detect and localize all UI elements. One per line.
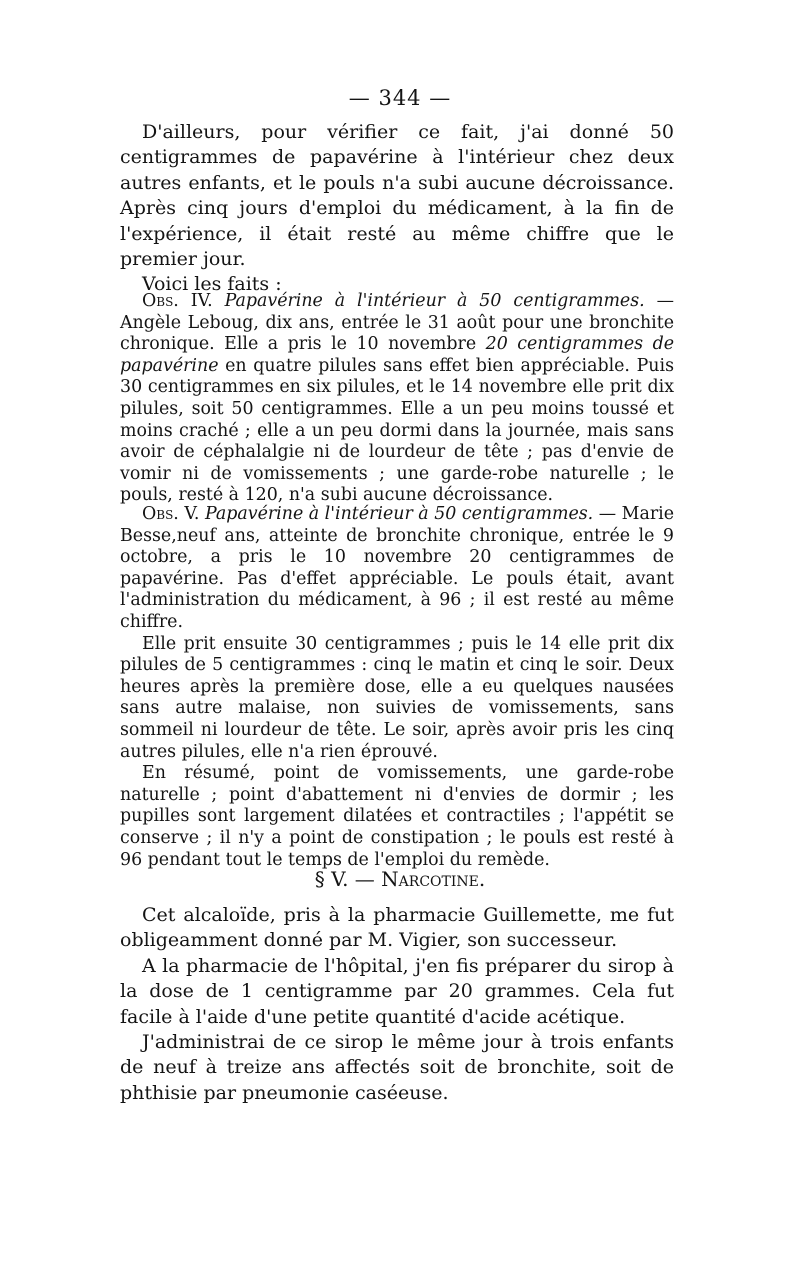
observation-4-paragraph — [120, 291, 674, 507]
observation-4-title: Papavérine à l'intérieur à 50 centigrammes. — [224, 291, 645, 311]
observation-5-title: Papavérine à l'intérieur à 50 centigrammes. — [204, 504, 594, 524]
page-number: — 344 — — [348, 86, 452, 110]
intro-section — [120, 120, 674, 298]
narcotine-paragraph-1: Cet alcaloïde, pris à la pharmacie Guillemette, me fut obligeamment donné par M. Vigier, son successeur. — [120, 904, 674, 952]
narcotine-paragraph-2: A la pharmacie de l'hôpital, j'en fis préparer du sirop à la dose de 1 centigramme par 20 grammes. Cela fut facile à l'aide d'une petite quantité d'acide acétique. — [120, 954, 674, 1028]
section-title: Narcotine. — [381, 867, 486, 891]
narcotine-paragraph-3: J'administrai de ce sirop le même jour à trois enfants de neuf à treize ans affectés soit de bronchite, soit de phthisie par pneumonie caséeuse. — [120, 1031, 674, 1104]
intro-lead-in: Voici les faits : — [142, 273, 282, 296]
observation-4-text-1: — Angèle Leboug, dix ans, entrée le 31 août pour une bronchite chronique. Elle a pris le 10 novembre — [120, 291, 674, 355]
observation-5-text-1: — Marie Besse,neuf ans, atteinte de bronchite chronique, entrée le 9 octobre, a pris le 10 novembre 20 centigrammes de papavérine. Pas d'effet appréciable. Le pouls était, avant l'administration du médicament, à 96 ; il est resté au même chiffre. — [120, 504, 674, 632]
observation-5-paragraph-2: Elle prit ensuite 30 centigrammes ; puis le 14 elle prit dix pilules de 5 centigrammes : cinq le matin et cinq le soir. Deux heures après la première dose, elle a eu quelques nausées sans autre malaise, non suivies de vomissements, sans sommeil ni lourdeur de tête. Le soir, après avoir pris les cinq autres pilules, elle n'a rien éprouvé. — [120, 633, 674, 762]
observation-4-dose: 20 centigrammes de papavérine — [120, 334, 674, 376]
observation-5 — [120, 504, 674, 871]
observation-4-label: Obs. IV. — [142, 291, 213, 311]
observation-5-label: Obs. V. — [142, 504, 200, 524]
narcotine-section — [120, 903, 674, 1106]
intro-paragraph: D'ailleurs, pour vérifier ce fait, j'ai donné 50 centigrammes de papavérine à l'intérieur chez deux autres enfants, et le pouls n'a subi aucune décroissance. Après cinq jours d'emploi du médicament, à la fin de l'expérience, il était resté au même chiffre que le premier jour. — [120, 121, 674, 271]
observation-4 — [120, 291, 674, 507]
section-heading — [0, 867, 800, 891]
section-number: § V. — — [314, 867, 375, 891]
observation-5-paragraph-1 — [120, 504, 674, 634]
observation-5-summary: En résumé, point de vomissements, une garde-robe naturelle ; point d'abattement ni d'envies de dormir ; les pupilles sont largement dilatées et contractiles ; l'appétit se conserve ; il n'y a point de constipation ; le pouls est resté à 96 pendant tout le temps de l'emploi du remède. — [120, 763, 674, 870]
observation-4-text-2: en quatre pilules sans effet bien appréciable. Puis 30 centigrammes en six pilules, et le 14 novembre elle prit dix pilules, soit 50 centigrammes. Elle a un peu moins toussé et moins craché ; elle a un peu dormi dans la journée, mais sans avoir de céphalalgie ni de lourdeur de tête ; pas d'envie de vomir ni de vomissements ; une garde-robe naturelle ; le pouls, resté à 120, n'a subi aucune décroissance. — [120, 355, 674, 506]
